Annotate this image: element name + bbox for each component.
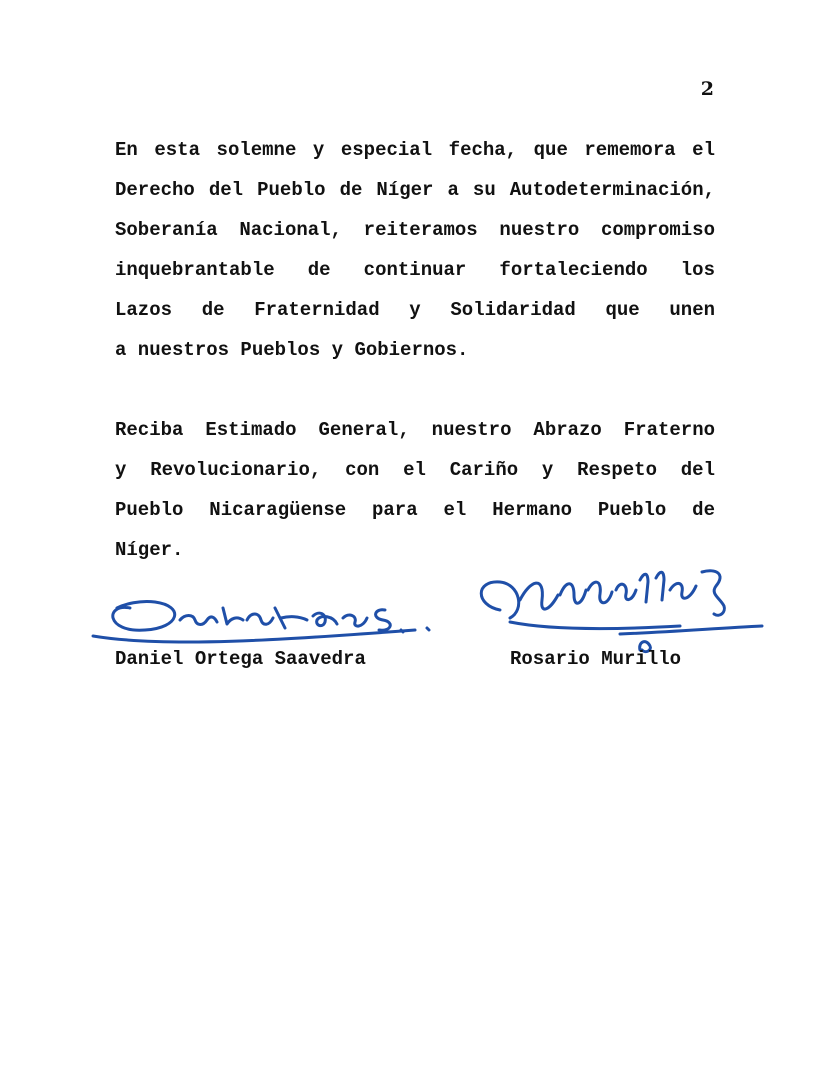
page-number: 2 (700, 78, 714, 100)
paragraph-line: En esta solemne y especial fecha, que rememora el (115, 139, 715, 161)
paragraph-line: Soberanía Nacional, reiteramos nuestro compromiso (115, 219, 715, 241)
paragraph-greeting (115, 130, 715, 370)
paragraph-line: Reciba Estimado General, nuestro Abrazo Fraterno (115, 419, 715, 441)
paragraph-line: Lazos de Fraternidad y Solidaridad que unen (115, 299, 715, 321)
paragraph-line: Pueblo Nicaragüense para el Hermano Pueblo de (115, 499, 715, 521)
paragraph-line: Níger. (115, 539, 184, 561)
paragraph-line: a nuestros Pueblos y Gobiernos. (115, 339, 469, 361)
signature-ortega (85, 578, 445, 658)
signer-name-murillo: Rosario Murillo (510, 648, 682, 670)
paragraph-closing (115, 410, 715, 570)
paragraph-line: inquebrantable de continuar fortaleciendo los (115, 259, 715, 281)
paragraph-line: Derecho del Pueblo de Níger a su Autodeterminación, (115, 179, 715, 201)
paragraph-line: y Revolucionario, con el Cariño y Respeto del (115, 459, 715, 481)
signer-name-ortega: Daniel Ortega Saavedra (115, 648, 366, 670)
